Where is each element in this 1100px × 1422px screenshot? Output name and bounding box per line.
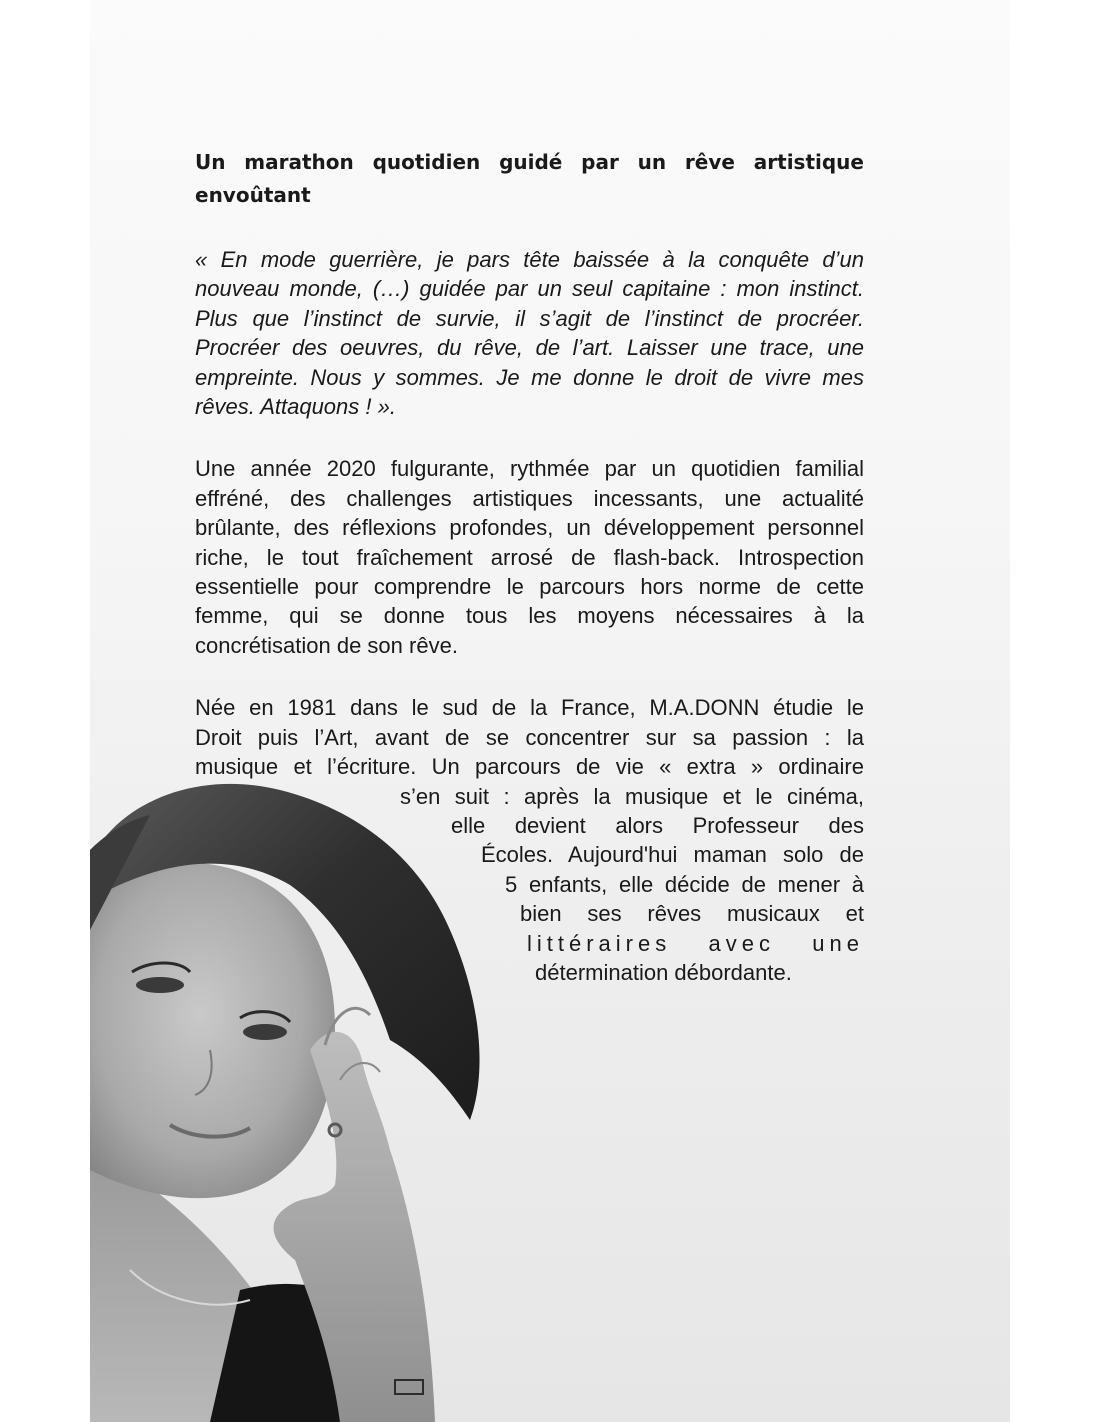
bio-line: Née en 1981 dans le sud de la France, M.A.DONN étudie le <box>195 695 864 721</box>
text-column <box>195 146 864 987</box>
book-summary: Une année 2020 fulgurante, rythmée par un quotidien familial effréné, des challenges artistiques incessants, une actualité brûlante, des réflexions profondes, un développement personnel riche, le tout fraîchement arrosé de flash-back. Introspection essentielle pour comprendre le parcours hors norme de cette femme, qui se donne tous les moyens nécessaires à la concrétisation de son rêve. <box>195 456 864 658</box>
bio-line: bien ses rêves musicaux et <box>520 901 864 927</box>
book-tagline-heading: Un marathon quotidien guidé par un rêve artistique envoûtant <box>195 150 864 207</box>
bio-line: détermination débordante. <box>535 959 792 985</box>
bio-line: elle devient alors Professeur des <box>451 812 864 838</box>
bio-line: musique et l’écriture. Un parcours de vie « extra » ordinaire <box>195 754 864 780</box>
bio-line: littéraires avec une <box>527 930 864 956</box>
bio-line: 5 enfants, elle décide de mener à <box>505 871 864 897</box>
author-biography <box>195 693 864 987</box>
bio-line: s’en suit : après la musique et le cinéma, <box>400 783 864 809</box>
back-cover-page <box>90 0 1010 1422</box>
bio-line: Écoles. Aujourd'hui maman solo de <box>481 842 864 868</box>
bio-line: Droit puis l’Art, avant de se concentrer sur sa passion : la <box>195 724 864 750</box>
author-quote: « En mode guerrière, je pars tête baissée à la conquête d’un nouveau monde, (…) guidée par un seul capitaine : mon instinct. Plus que l’instinct de survie, il s’agit de l’instinct de procréer. Procréer des oeuvres, du rêve, de l’art. Laisser une trace, une empreinte. Nous y sommes. Je me donne le droit de vivre mes rêves. Attaquons ! ». <box>195 247 864 420</box>
